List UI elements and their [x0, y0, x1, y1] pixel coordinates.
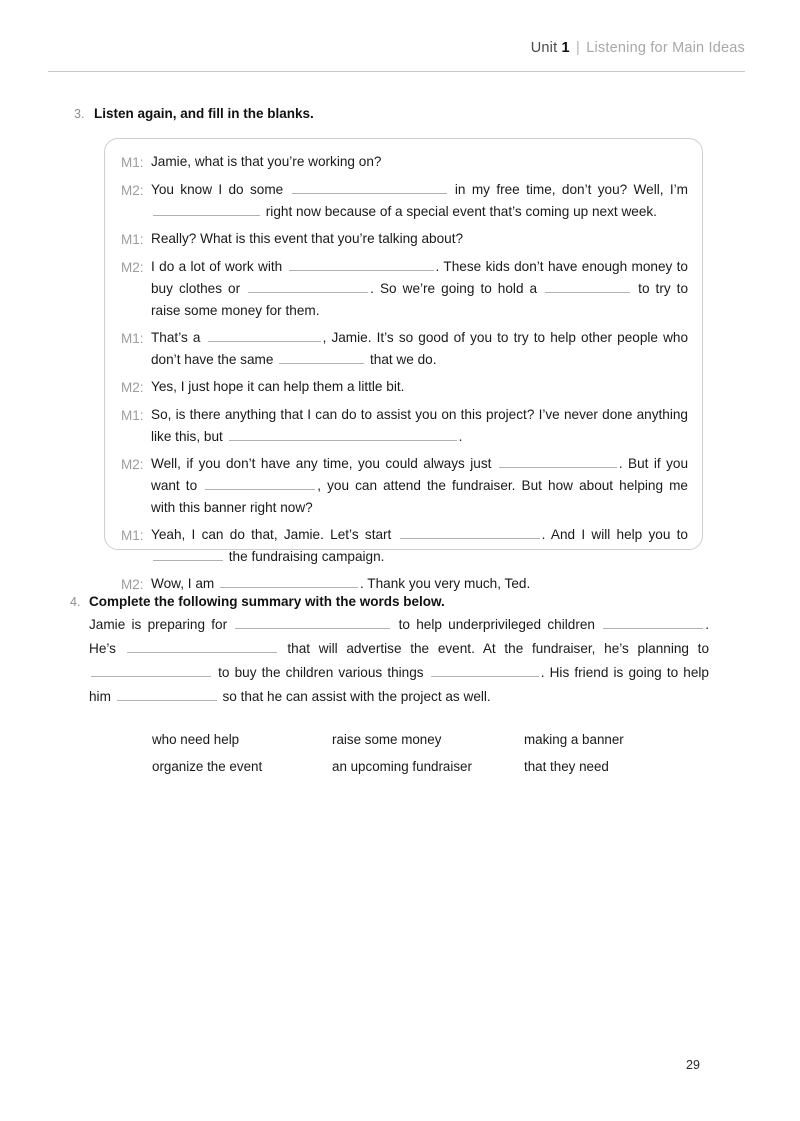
- dialog-text: Well, if you don’t have any time, you could always just: [151, 456, 497, 471]
- header-subtitle: Listening for Main Ideas: [586, 40, 745, 56]
- header-divider: [48, 71, 745, 72]
- summary-blank[interactable]: [127, 639, 277, 653]
- word-bank-item[interactable]: who need help: [152, 732, 240, 747]
- dialog-text: in my free time, don’t you? Well, I’m: [448, 182, 688, 197]
- dialog-text: . But if you want to: [151, 456, 689, 493]
- dialog-text: that we do.: [366, 352, 437, 367]
- summary-text: that will advertise the event. At the fundraiser, he’s planning to: [278, 641, 710, 656]
- dialog-text: the fundraising campaign.: [225, 549, 385, 564]
- dialog-blank[interactable]: [153, 547, 223, 561]
- dialog-turn-list: [121, 151, 688, 601]
- dialog-blank[interactable]: [279, 350, 364, 364]
- summary-blank[interactable]: [235, 615, 390, 629]
- dialog-turn-body: [151, 151, 688, 173]
- page-header: [48, 40, 745, 74]
- speaker-label: M2:: [121, 577, 144, 592]
- dialog-text: I do a lot of work with: [151, 259, 287, 274]
- speaker-label: M1:: [121, 408, 144, 423]
- speaker-label: M1:: [121, 528, 144, 543]
- dialog-turn: [121, 524, 688, 568]
- dialog-text: . Thank you very much, Ted.: [359, 576, 531, 591]
- dialog-text: , Jamie. It’s so good of you to try to help other people who don’t have the same: [151, 330, 689, 367]
- summary-text: Jamie is preparing for: [89, 617, 234, 632]
- dialog-turn: [121, 179, 688, 223]
- word-bank-item[interactable]: that they need: [524, 759, 609, 774]
- exercise-4-number: 4.: [70, 595, 81, 609]
- dialog-turn: [121, 404, 688, 448]
- word-bank-item[interactable]: making a banner: [524, 732, 624, 747]
- summary-blank[interactable]: [603, 615, 703, 629]
- dialog-turn-body: [151, 376, 688, 398]
- speaker-label: M2:: [121, 380, 144, 395]
- word-bank-item[interactable]: raise some money: [332, 732, 442, 747]
- dialog-text: . So we’re going to hold a: [370, 281, 544, 296]
- dialog-text: .: [458, 429, 463, 444]
- speaker-label: M1:: [121, 155, 144, 170]
- dialog-blank[interactable]: [205, 476, 315, 490]
- dialog-turn-body: [151, 573, 688, 595]
- dialog-text: right now because of a special event that’s coming up next week.: [262, 204, 657, 219]
- dialog-blank[interactable]: [229, 427, 457, 441]
- dialog-blank[interactable]: [248, 279, 368, 293]
- header-unit-number: 1: [561, 40, 570, 56]
- dialog-turn-body: [151, 453, 688, 519]
- header-separator: |: [576, 40, 581, 56]
- word-bank-row: [152, 726, 672, 753]
- dialog-turn-body: [151, 404, 688, 448]
- dialog-text: . And I will help you to: [541, 527, 688, 542]
- dialog-blank[interactable]: [208, 328, 321, 342]
- summary-text: to buy the children various things: [213, 665, 429, 680]
- summary-blank[interactable]: [91, 663, 211, 677]
- dialog-blank[interactable]: [220, 574, 358, 588]
- dialog-text: Yes, I just hope it can help them a little bit.: [151, 379, 405, 394]
- dialog-text: Jamie, what is that you’re working on?: [151, 154, 382, 169]
- dialog-turn: [121, 228, 688, 251]
- dialog-blank[interactable]: [289, 257, 434, 271]
- speaker-label: M2:: [121, 457, 144, 472]
- dialog-turn: [121, 573, 688, 596]
- summary-paragraph: [89, 613, 709, 709]
- dialog-turn-body: [151, 228, 688, 250]
- page-number: 29: [686, 1058, 700, 1072]
- dialog-text: That’s a: [151, 330, 206, 345]
- dialog-text: Yeah, I can do that, Jamie. Let’s start: [151, 527, 398, 542]
- dialog-blank[interactable]: [400, 525, 540, 539]
- dialog-text: You know I do some: [151, 182, 290, 197]
- dialog-text: , you can attend the fundraiser. But how about helping me with this banner right now?: [151, 478, 688, 515]
- summary-text: . He’s: [89, 617, 709, 656]
- dialog-turn-body: [151, 256, 688, 322]
- dialog-blank[interactable]: [292, 180, 447, 194]
- dialog-blank[interactable]: [153, 202, 260, 216]
- header-unit-label: Unit: [530, 40, 558, 56]
- summary-text: so that he can assist with the project as well.: [218, 689, 491, 704]
- word-bank-item[interactable]: organize the event: [152, 759, 263, 774]
- dialog-turn: [121, 376, 688, 399]
- dialog-turn: [121, 151, 688, 174]
- word-bank-row: [152, 753, 672, 780]
- summary-blank[interactable]: [431, 663, 539, 677]
- header-title: [531, 40, 745, 56]
- dialog-text: Really? What is this event that you’re talking about?: [151, 231, 464, 246]
- dialog-turn-body: [151, 179, 688, 223]
- dialog-turn-body: [151, 327, 688, 371]
- dialog-text: to try to raise some money for them.: [151, 281, 689, 318]
- summary-blank[interactable]: [117, 687, 217, 701]
- speaker-label: M1:: [121, 232, 144, 247]
- summary-text: . His friend is going to help him: [89, 665, 709, 704]
- exercise-3-number: 3.: [74, 107, 85, 121]
- dialog-transcript-box: [104, 138, 703, 592]
- exercise-3-title: Listen again, and fill in the blanks.: [94, 106, 314, 121]
- dialog-turn: [121, 327, 688, 371]
- speaker-label: M1:: [121, 331, 144, 346]
- speaker-label: M2:: [121, 183, 144, 198]
- word-bank: [152, 726, 672, 780]
- word-bank-item[interactable]: an upcoming fundraiser: [332, 759, 472, 774]
- speaker-label: M2:: [121, 260, 144, 275]
- dialog-blank[interactable]: [545, 279, 630, 293]
- dialog-turn: [121, 256, 688, 322]
- dialog-text: . These kids don’t have enough money to buy clothes or: [151, 259, 688, 296]
- dialog-turn-body: [151, 524, 688, 568]
- dialog-text: So, is there anything that I can do to assist you on this project? I’ve never done anything like this, but: [151, 407, 688, 444]
- exercise-4-title: Complete the following summary with the words below.: [89, 594, 445, 609]
- dialog-turn: [121, 453, 688, 519]
- dialog-text: Wow, I am: [151, 576, 218, 591]
- dialog-blank[interactable]: [499, 454, 617, 468]
- summary-text: to help underprivileged children: [392, 617, 602, 632]
